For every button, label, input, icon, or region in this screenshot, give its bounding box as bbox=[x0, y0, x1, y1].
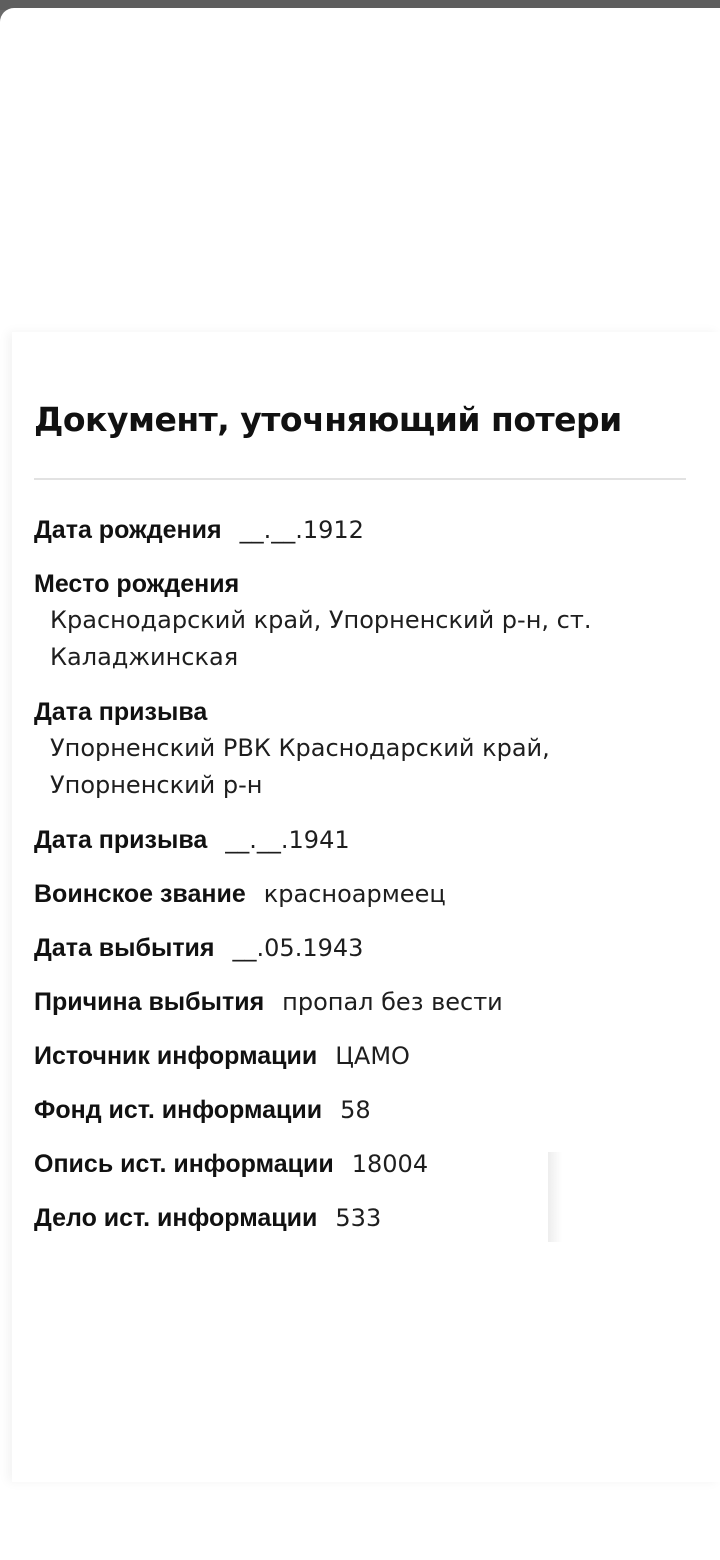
field-value: __.__.1912 bbox=[239, 516, 364, 544]
field-value: пропал без вести bbox=[282, 988, 503, 1016]
document-fields bbox=[34, 512, 654, 1254]
document-title: Документ, уточняющий потери bbox=[34, 400, 622, 439]
field-label: Дата выбытия bbox=[34, 934, 215, 962]
field-value: __.05.1943 bbox=[232, 934, 364, 962]
field-label: Дело ист. информации bbox=[34, 1204, 318, 1232]
field-value: 533 bbox=[335, 1204, 382, 1232]
field-value: 58 bbox=[340, 1096, 371, 1124]
field-label: Воинское звание bbox=[34, 880, 246, 908]
field-label: Дата призыва bbox=[34, 698, 208, 726]
field-draft-date bbox=[34, 822, 654, 858]
field-birth-place bbox=[34, 566, 654, 676]
field-info-source bbox=[34, 1038, 654, 1074]
field-value: __.__.1941 bbox=[225, 826, 350, 854]
field-birth-date bbox=[34, 512, 654, 548]
field-departure-reason bbox=[34, 984, 654, 1020]
field-value: красноармеец bbox=[263, 880, 446, 908]
field-fund bbox=[34, 1092, 654, 1128]
field-value: ЦАМО bbox=[335, 1042, 410, 1070]
field-label: Опись ист. информации bbox=[34, 1150, 334, 1178]
field-departure-date bbox=[34, 930, 654, 966]
field-military-rank bbox=[34, 876, 654, 912]
field-label: Фонд ист. информации bbox=[34, 1096, 323, 1124]
overlay-shadow bbox=[548, 1152, 648, 1242]
field-label: Причина выбытия bbox=[34, 988, 265, 1016]
field-value: 18004 bbox=[351, 1150, 429, 1178]
field-label: Источник информации bbox=[34, 1042, 318, 1070]
field-label: Дата рождения bbox=[34, 516, 222, 544]
field-label: Дата призыва bbox=[34, 826, 208, 854]
field-value: Упорненский РВК Краснодарский край, Упорненский р-н bbox=[50, 734, 550, 799]
title-divider bbox=[34, 478, 686, 480]
field-label: Место рождения bbox=[34, 570, 240, 598]
field-value: Краснодарский край, Упорненский р-н, ст. Каладжинская bbox=[50, 606, 592, 671]
field-draft-office bbox=[34, 694, 654, 804]
